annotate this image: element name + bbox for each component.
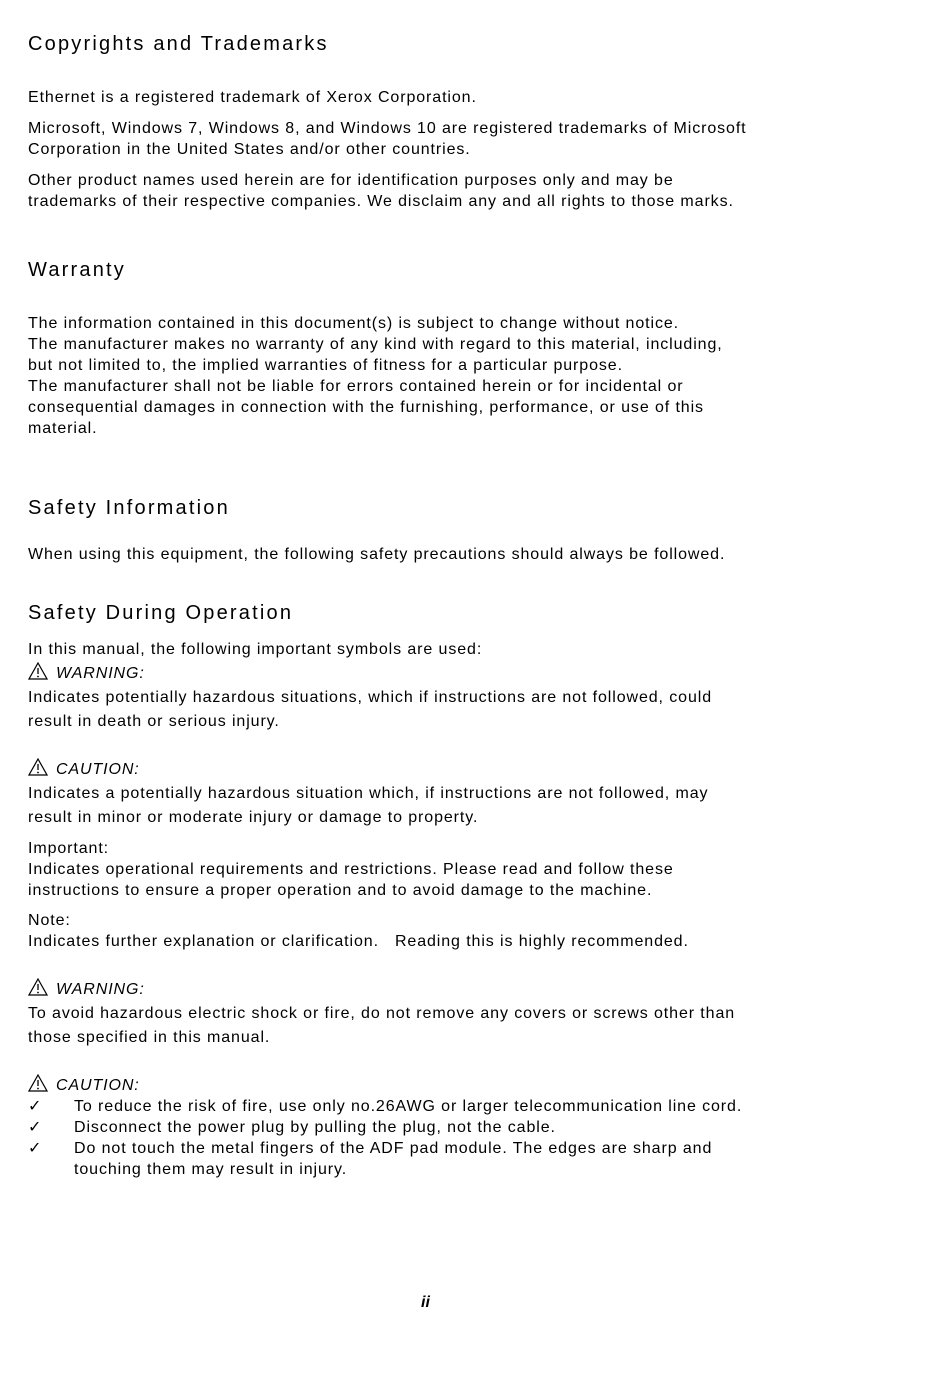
caution-symbol-row	[28, 758, 140, 779]
caution-item-3-line-2: touching them may result in injury.	[74, 1161, 348, 1178]
copyrights-paragraph-1: Ethernet is a registered trademark of Xerox Corporation.	[28, 89, 477, 106]
caution-2-row	[28, 1074, 140, 1095]
warning-description-line-2: result in death or serious injury.	[28, 713, 280, 730]
copyrights-paragraph-3-line-2: trademarks of their respective companies. We disclaim any and all rights to those marks.	[28, 193, 734, 210]
copyrights-paragraph-2-line-2: Corporation in the United States and/or other countries.	[28, 141, 471, 158]
copyrights-paragraph-2-line-1: Microsoft, Windows 7, Windows 8, and Windows 10 are registered trademarks of Microsoft	[28, 120, 747, 137]
warranty-line-1: The information contained in this document(s) is subject to change without notice.	[28, 315, 680, 332]
warning-2-line-1: To avoid hazardous electric shock or fire, do not remove any covers or screws other than	[28, 1005, 736, 1022]
warning-2-row	[28, 978, 145, 999]
page-number: ii	[421, 1294, 430, 1311]
caution-description-line-2: result in minor or moderate injury or damage to property.	[28, 809, 479, 826]
safety-heading: Safety Information	[28, 497, 230, 519]
caution-triangle-icon	[28, 758, 48, 776]
safety-intro: When using this equipment, the following safety precautions should always be followed.	[28, 546, 726, 563]
warning-symbol-row	[28, 662, 145, 683]
copyrights-paragraph-3-line-1: Other product names used herein are for identification purposes only and may be	[28, 172, 674, 189]
caution-item-2: Disconnect the power plug by pulling the plug, not the cable.	[74, 1119, 556, 1136]
caution-description-line-1: Indicates a potentially hazardous situation which, if instructions are not followed, may	[28, 785, 709, 802]
caution-item-3-line-1: Do not touch the metal fingers of the ADF pad module. The edges are sharp and	[74, 1140, 713, 1157]
check-icon: ✓	[28, 1119, 43, 1136]
operation-heading: Safety During Operation	[28, 602, 294, 624]
caution-item-1: To reduce the risk of fire, use only no.26AWG or larger telecommunication line cord.	[74, 1098, 743, 1115]
warning-description-line-1: Indicates potentially hazardous situations, which if instructions are not followed, could	[28, 689, 712, 706]
warning-2-label: WARNING:	[56, 981, 145, 998]
important-description-line-1: Indicates operational requirements and restrictions. Please read and follow these	[28, 861, 674, 878]
warranty-line-4: The manufacturer shall not be liable for errors contained herein or for incidental or	[28, 378, 684, 395]
warning-triangle-icon	[28, 978, 48, 996]
warranty-heading: Warranty	[28, 259, 126, 281]
caution-2-label: CAUTION:	[56, 1077, 140, 1094]
symbols-intro: In this manual, the following important symbols are used:	[28, 641, 483, 658]
note-description: Indicates further explanation or clarification. Reading this is highly recommended.	[28, 933, 689, 950]
check-icon: ✓	[28, 1098, 43, 1115]
important-description-line-2: instructions to ensure a proper operation and to avoid damage to the machine.	[28, 882, 653, 899]
warranty-line-2: The manufacturer makes no warranty of any kind with regard to this material, including,	[28, 336, 723, 353]
warning-triangle-icon	[28, 662, 48, 680]
warning-2-line-2: those specified in this manual.	[28, 1029, 271, 1046]
important-label: Important:	[28, 840, 110, 857]
caution-label: CAUTION:	[56, 761, 140, 778]
warranty-line-3: but not limited to, the implied warranties of fitness for a particular purpose.	[28, 357, 623, 374]
copyrights-heading: Copyrights and Trademarks	[28, 33, 329, 55]
warranty-line-5: consequential damages in connection with the furnishing, performance, or use of this	[28, 399, 704, 416]
note-label: Note:	[28, 912, 71, 929]
warranty-line-6: material.	[28, 420, 98, 437]
warning-label: WARNING:	[56, 665, 145, 682]
check-icon: ✓	[28, 1140, 43, 1157]
caution-triangle-icon	[28, 1074, 48, 1092]
